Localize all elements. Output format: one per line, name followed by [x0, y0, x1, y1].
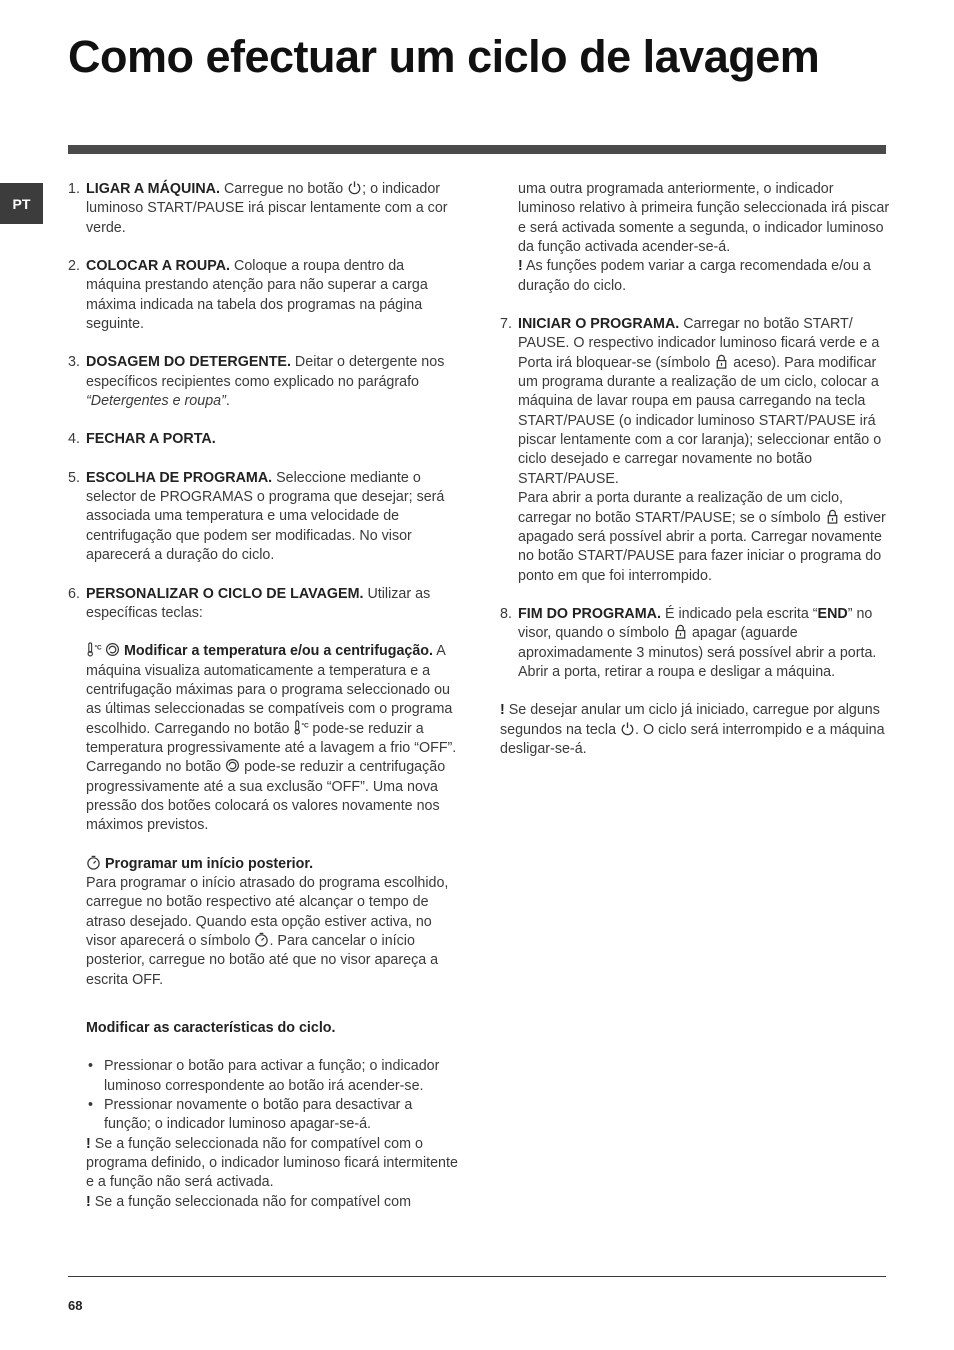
final-note [500, 701, 890, 759]
note-text: Se a função seleccionada não for compatível com [90, 1193, 412, 1210]
step-heading: LIGAR A MÁQUINA. [86, 181, 220, 197]
step-text: Coloque a roupa dentro da máquina prestando atenção para não superar a carga máxima indicada na tabela dos programas na página seguinte. [86, 258, 428, 333]
subsection-text: A máquina visualiza automaticamente a temperatura e a centrifugação máximas para o programa seleccionado ou as últimas seleccionadas se compatíveis com o programa escolhido. Carregando no botão [86, 643, 453, 737]
note-text: . O ciclo será interrompido e a máquina desligar-se-á. [500, 721, 885, 757]
step-text: Deitar o detergente nos específicos recipientes como explicado no parágrafo [86, 354, 445, 390]
list-item-text: Pressionar novamente o botão para desactivar a função; o indicador luminoso apagar-se-á. [104, 1097, 413, 1133]
thermometer-icon [86, 642, 101, 657]
step-3 [68, 353, 458, 411]
note [86, 1135, 458, 1193]
step-text: Utilizar as específicas teclas: [86, 585, 431, 621]
step-number: 1. [68, 181, 80, 197]
step-heading: ESCOLHA DE PROGRAMA. [86, 469, 273, 486]
bullet-mark: • [88, 1058, 94, 1075]
language-tab: PT [0, 183, 43, 224]
step-number: 7. [500, 316, 512, 333]
delay-timer-icon [86, 855, 101, 870]
subsection-heading: Modificar a temperatura e/ou a centrifugação. [119, 643, 434, 660]
exclamation-mark: ! [86, 1135, 91, 1152]
thermometer-icon [293, 720, 308, 735]
subsection-text: pode-se reduzir a temperatura progressivamente até a lavagem a frio “OFF”. Carregando no botão [86, 720, 457, 776]
svg-text:°C: °C [94, 644, 102, 652]
step-text: . [225, 393, 230, 410]
list-item [86, 1096, 458, 1135]
step-8 [500, 605, 890, 682]
end-label: END [817, 605, 848, 622]
door-lock-icon [673, 624, 688, 639]
step-text: ; o indicador luminoso START/PAUSE irá piscar lentamente com a cor verde. [86, 181, 448, 236]
door-lock-icon [825, 509, 840, 524]
exclamation-mark: ! [500, 702, 505, 719]
svg-text:°C: °C [301, 722, 310, 730]
step-number: 3. [68, 354, 80, 371]
delay-start-section [86, 855, 458, 990]
bullet-mark: • [88, 1097, 94, 1114]
step-6 [68, 585, 458, 1213]
page-title: Como efectuar um ciclo de lavagem [68, 31, 820, 82]
step-6-continued [500, 180, 890, 296]
door-lock-icon [714, 354, 729, 369]
step-heading: PERSONALIZAR O CICLO DE LAVAGEM. [86, 585, 364, 602]
step-number: 5. [68, 469, 80, 486]
step-4 [68, 430, 458, 449]
list-item [86, 1057, 458, 1096]
step-number: 4. [68, 431, 80, 448]
step-7 [500, 315, 890, 586]
step-heading: FIM DO PROGRAMA. [518, 605, 661, 622]
exclamation-mark: ! [86, 1193, 91, 1210]
step-heading: DOSAGEM DO DETERGENTE. [86, 354, 291, 371]
subsection-text: pode-se reduzir a centrifugação progressivamente até a sua exclusão “OFF”. Uma nova pressão dos botões colocará os valores novamente nos máximos previstos. [86, 759, 446, 834]
spin-icon [225, 758, 240, 773]
page-number: 68 [68, 1298, 83, 1313]
step-text: Carregar no botão START/ PAUSE. O respectivo indicador luminoso ficará verde e a Porta irá bloquear-se (símbolo [518, 316, 880, 371]
step-text: Para abrir a porta durante a realização de um ciclo, carregar no botão START/PAUSE; se o símbolo [518, 490, 844, 526]
subsection-heading: Modificar as características do ciclo. [86, 1020, 336, 1037]
modify-features-section [86, 1019, 458, 1212]
step-text: aceso). Para modificar um programa durante a realização de um ciclo, colocar a máquina de lavar roupa em pausa carregando na tecla START/PAUSE (o indicador luminoso START/PAUSE irá piscar lentamente com a cor laranja); seleccionar então o ciclo desejado e carregar novamente no botão START/PAUSE. [518, 354, 882, 487]
step-2 [68, 257, 458, 334]
subsection-text: . Para cancelar o início posterior, carregue no botão até que no visor apareça a escrita OFF. [86, 933, 439, 988]
step-number: 2. [68, 258, 80, 275]
power-icon [620, 721, 635, 736]
step-1 [68, 180, 458, 238]
step-heading: COLOCAR A ROUPA. [86, 258, 231, 275]
step-heading: INICIAR O PROGRAMA. [518, 316, 680, 333]
subsection-text: Para programar o início atrasado do programa escolhido, carregue no botão respectivo até alcançar o tempo de atraso desejado. Quando esta opção estiver activa, no visor aparecerá o símbolo [86, 874, 449, 949]
step-number: 8. [500, 605, 512, 622]
list-item-text: Pressionar o botão para activar a função; o indicador luminoso correspondente ao botão irá acender-se. [104, 1058, 440, 1094]
step-text: Seleccione mediante o selector de PROGRAMAS o programa que desejar; será associada uma temperatura e uma velocidade de centrifugação que podem ser modificadas. No visor aparecerá a duração do ciclo. [86, 469, 445, 564]
note-text: Se a função seleccionada não for compatível com o programa definido, o indicador luminoso ficará intermitente e a função não será activada. [86, 1135, 458, 1191]
exclamation-mark: ! [518, 258, 523, 275]
title-divider [68, 145, 886, 154]
step-text: estiver apagado será possível abrir a porta. Carregar novamente no botão START/PAUSE para fazer iniciar o programa do ponto em que foi interrompido. [518, 509, 886, 584]
note-text: Se desejar anular um ciclo já iniciado, carregue por alguns segundos na tecla [500, 702, 880, 738]
spin-icon [105, 642, 120, 657]
step-number: 6. [68, 585, 80, 602]
left-column [68, 180, 458, 1231]
right-column [500, 180, 890, 759]
note [86, 1193, 458, 1212]
step-text: uma outra programada anteriormente, o indicador luminoso relativo à primeira função seleccionada irá piscar e será activada somente a segunda, o indicador luminoso da função activada acender-se-á. [518, 181, 890, 256]
power-icon [347, 180, 362, 195]
note-text: As funções podem variar a carga recomendada e/ou a duração do ciclo. [518, 258, 871, 294]
temperature-spin-section [86, 642, 458, 835]
step-5 [68, 469, 458, 566]
step-text: Carregue no botão [219, 181, 348, 197]
step-text: apagar (aguarde aproximadamente 3 minutos) será possível abrir a porta. Abrir a porta, retirar a roupa e desligar a máquina. [518, 625, 877, 680]
subsection-heading: Programar um início posterior. [101, 855, 314, 872]
section-reference: “Detergentes e roupa” [86, 393, 226, 410]
step-text: É indicado pela escrita “ [660, 605, 818, 622]
step-heading: FECHAR A PORTA. [86, 431, 216, 448]
step-text: ” no visor, quando o símbolo [518, 605, 873, 642]
delay-timer-icon [254, 932, 269, 947]
footer-divider [68, 1276, 886, 1277]
